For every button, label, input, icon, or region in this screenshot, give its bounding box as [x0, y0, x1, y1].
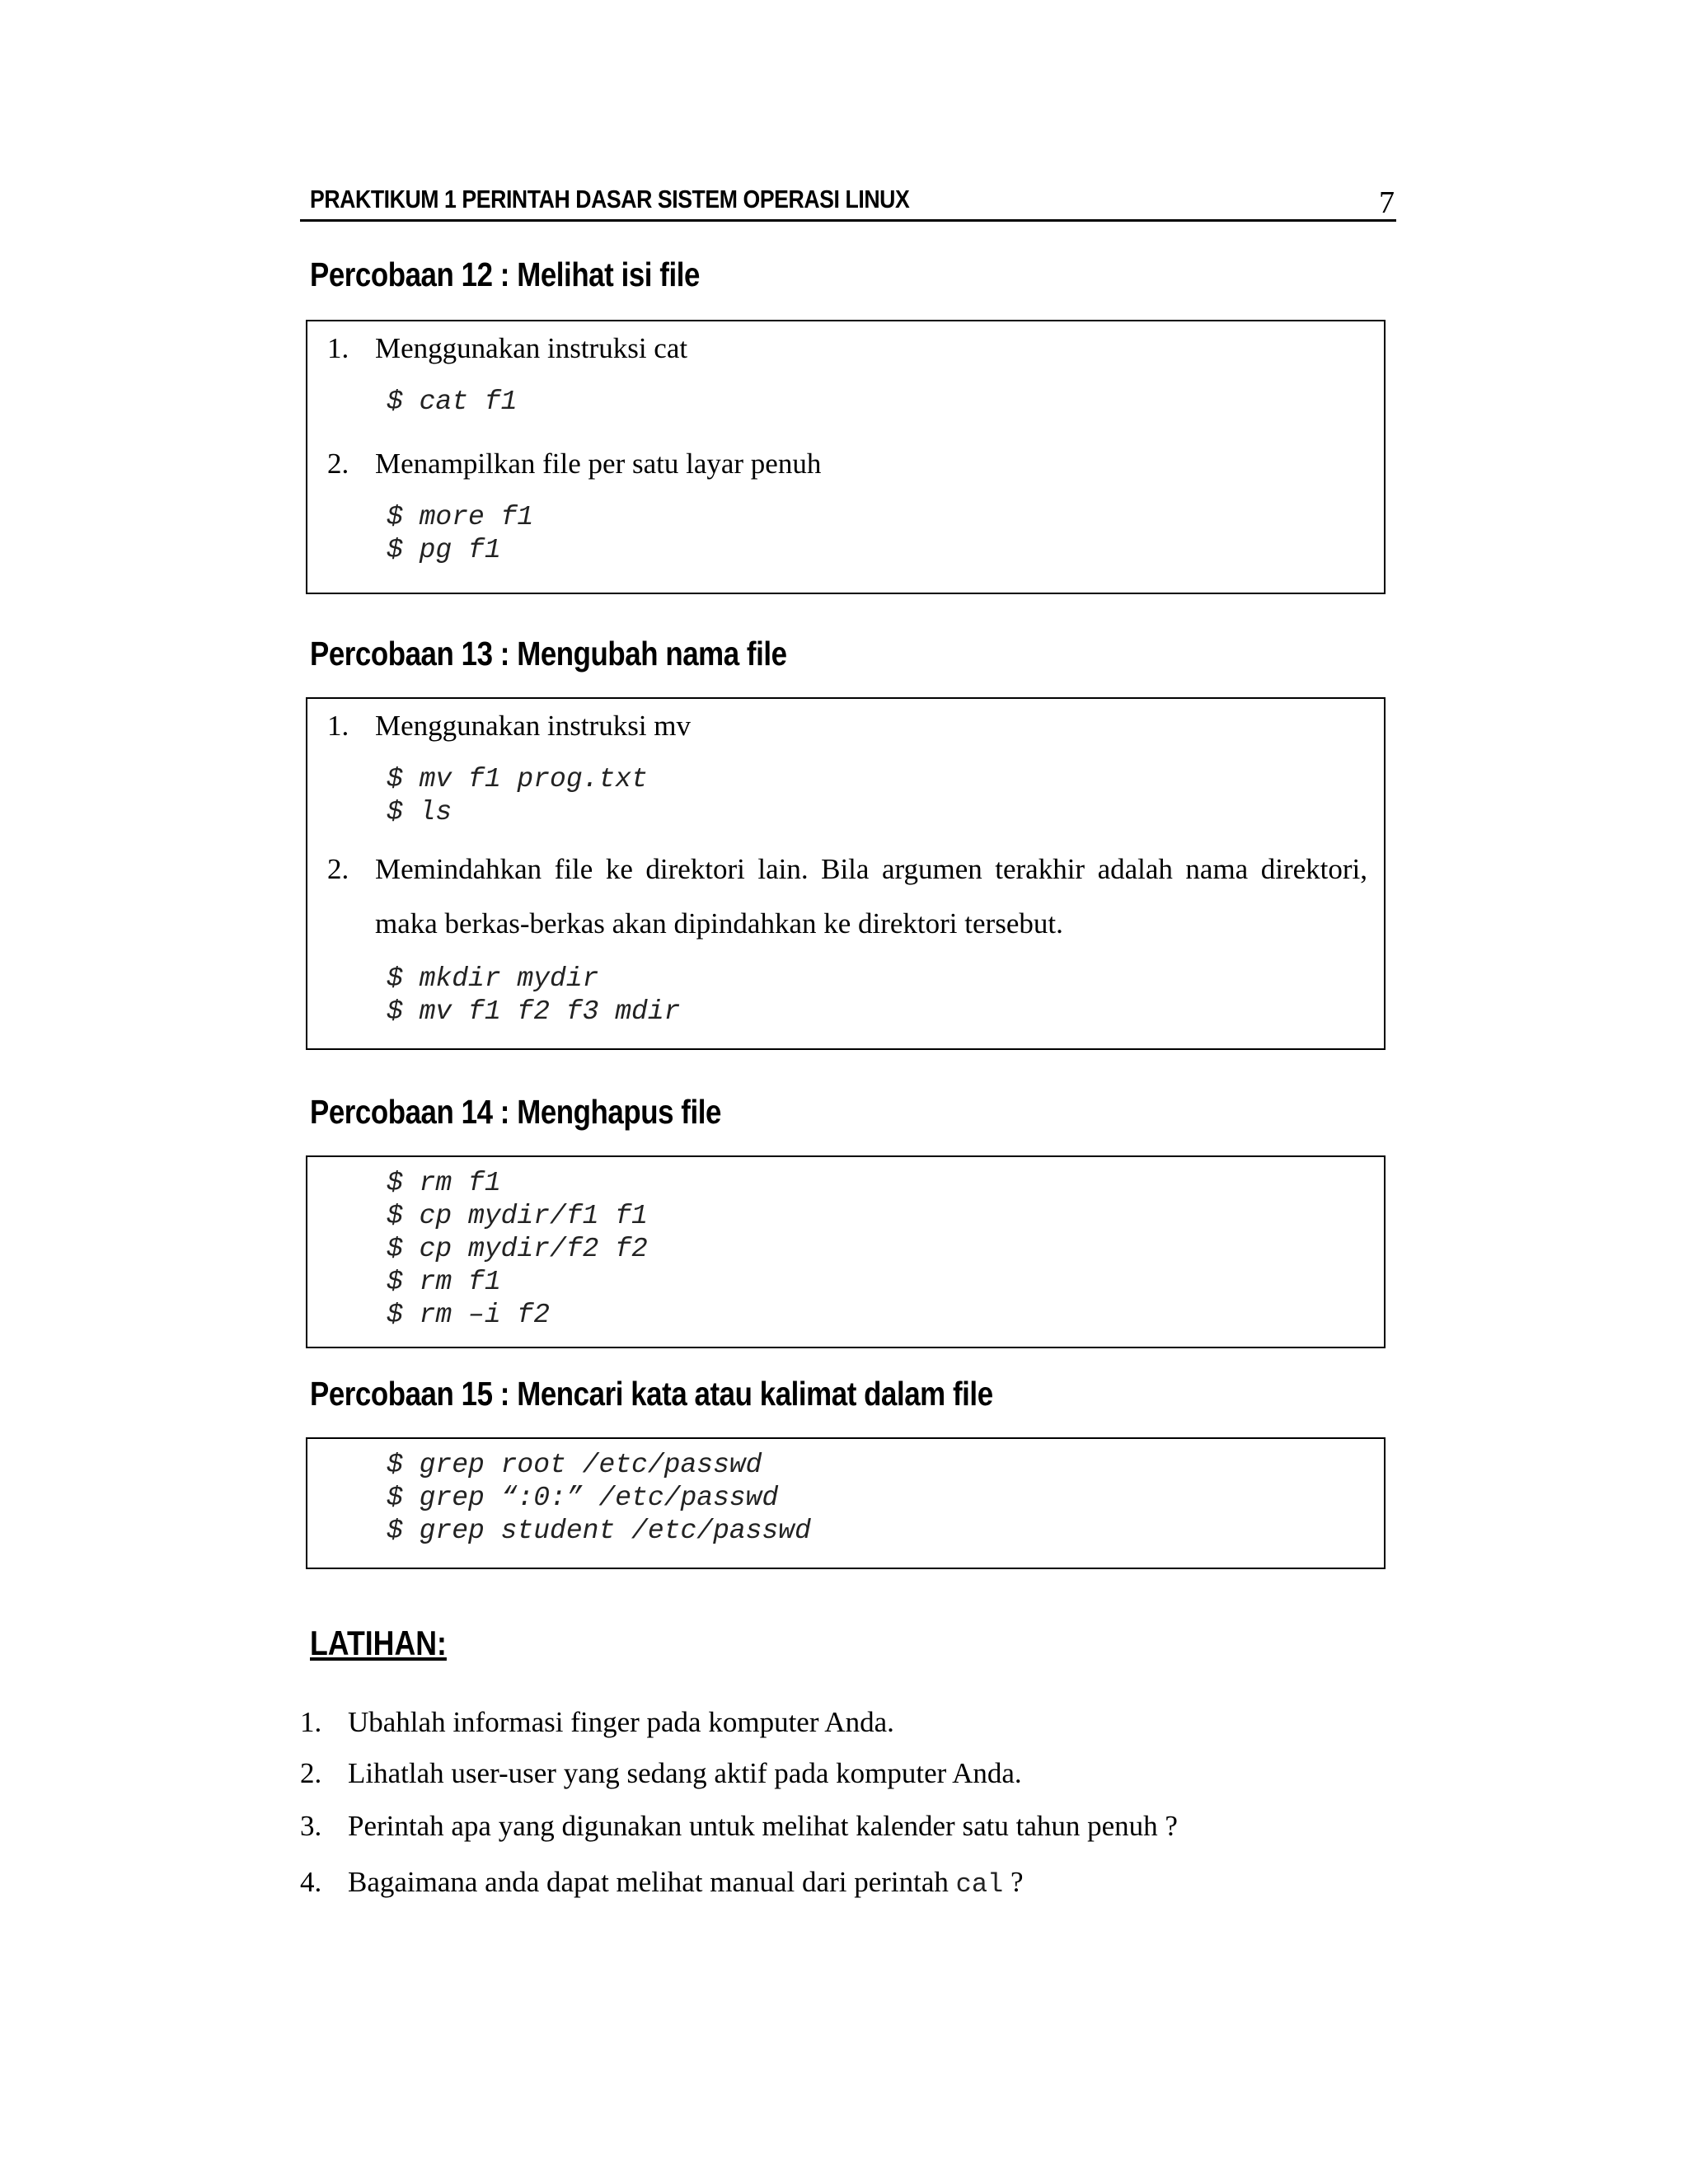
- code-line: $ grep root /etc/passwd: [387, 1450, 762, 1480]
- code-block: [387, 501, 533, 567]
- section-title-12: Percobaan 12 : Melihat isi file: [310, 255, 700, 293]
- section-title-14: Percobaan 14 : Menghapus file: [310, 1093, 721, 1131]
- item-text: Menampilkan file per satu layar penuh: [375, 448, 822, 480]
- exercise-text: Lihatlah user-user yang sedang aktif pada komputer Anda.: [348, 1757, 1022, 1789]
- exercise-text: [348, 1866, 1024, 1900]
- section-box-13: [306, 697, 1386, 1050]
- exercise-number: 1.: [300, 1706, 322, 1738]
- exercise-text: Perintah apa yang digunakan untuk melihat kalender satu tahun penuh ?: [348, 1810, 1178, 1842]
- section-title-13: Percobaan 13 : Mengubah nama file: [310, 635, 787, 673]
- code-line: $ pg f1: [387, 535, 501, 565]
- code-block: [387, 386, 517, 419]
- item-text: Menggunakan instruksi cat: [375, 332, 688, 364]
- inline-command: cal: [955, 1869, 1004, 1900]
- code-line: $ cp mydir/f1 f1: [387, 1201, 648, 1231]
- code-block: [387, 1449, 811, 1548]
- code-line: $ more f1: [387, 502, 534, 532]
- code-block: [387, 763, 648, 829]
- item-text: Memindahkan file ke direktori lain. Bila argumen terakhir adalah nama direktori, maka berkas-berkas akan dipindahkan ke direktori tersebut.: [375, 853, 1367, 940]
- exercise-number: 2.: [300, 1757, 322, 1789]
- code-line: $ grep student /etc/passwd: [387, 1516, 811, 1546]
- section-box-12: [306, 320, 1386, 594]
- code-line: $ ls: [387, 797, 452, 827]
- page-number: 7: [1379, 185, 1395, 220]
- exercise-text-suffix: ?: [1003, 1866, 1024, 1898]
- item-number: 2.: [327, 448, 349, 480]
- exercise-number: 3.: [300, 1810, 322, 1842]
- item-text: Menggunakan instruksi mv: [375, 710, 692, 742]
- code-line: $ rm f1: [387, 1267, 501, 1297]
- code-line: $ mv f1 f2 f3 mdir: [387, 996, 681, 1027]
- code-line: $ mkdir mydir: [387, 963, 599, 994]
- latihan-title: LATIHAN:: [310, 1624, 447, 1662]
- code-line: $ rm f1: [387, 1168, 501, 1198]
- code-block: [387, 1167, 648, 1332]
- code-line: $ grep “:0:” /etc/passwd: [387, 1483, 779, 1513]
- exercise-text: Ubahlah informasi finger pada komputer Anda.: [348, 1706, 894, 1738]
- section-box-15: [306, 1437, 1386, 1569]
- section-title-15: Percobaan 15 : Mencari kata atau kalimat dalam file: [310, 1375, 993, 1413]
- item-number: 1.: [327, 332, 349, 364]
- code-block: [387, 963, 680, 1029]
- section-box-14: [306, 1155, 1386, 1348]
- code-line: $ rm –i f2: [387, 1300, 551, 1330]
- header-title: PRAKTIKUM 1 PERINTAH DASAR SISTEM OPERASI LINUX: [310, 185, 910, 213]
- item-number: 1.: [327, 710, 349, 742]
- code-line: $ cp mydir/f2 f2: [387, 1234, 648, 1264]
- page-header: [300, 181, 1396, 222]
- code-line: $ cat f1: [387, 387, 518, 417]
- item-number: 2.: [327, 853, 349, 885]
- exercise-text-main: Bagaimana anda dapat melihat manual dari perintah: [348, 1866, 956, 1898]
- code-line: $ mv f1 prog.txt: [387, 764, 648, 794]
- exercise-number: 4.: [300, 1866, 322, 1898]
